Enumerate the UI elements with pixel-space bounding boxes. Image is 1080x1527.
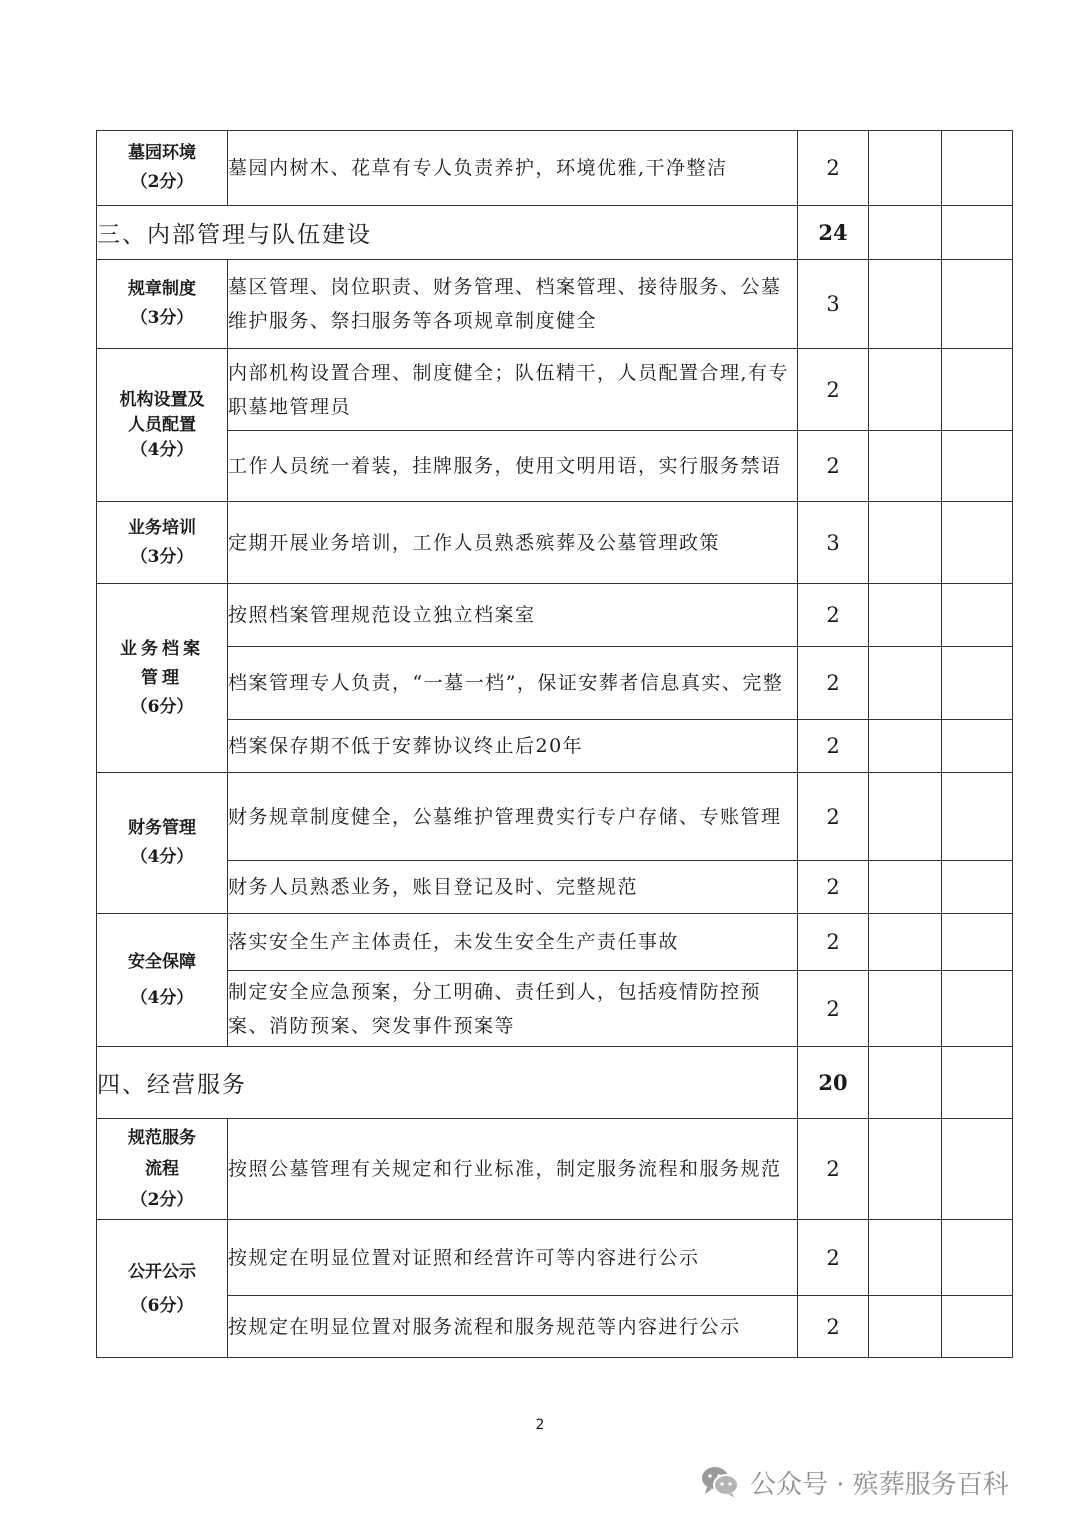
blank-cell <box>869 584 942 647</box>
table-row <box>97 502 1013 584</box>
category-cell: 规范服务 流程 （2分） <box>97 1119 228 1220</box>
score-cell: 2 <box>798 971 869 1047</box>
table-row <box>97 1220 1013 1296</box>
blank-cell <box>942 1296 1013 1358</box>
wechat-icon <box>700 1464 740 1500</box>
blank-cell <box>869 1047 942 1119</box>
blank-cell <box>869 349 942 431</box>
table-row <box>97 584 1013 647</box>
evaluation-table <box>96 130 1013 1358</box>
criterion-cell: 档案管理专人负责，“一墓一档”，保证安葬者信息真实、完整 <box>228 647 798 720</box>
score-cell: 2 <box>798 1220 869 1296</box>
category-cell: 公开公示 （6分） <box>97 1220 228 1358</box>
table-row <box>97 260 1013 349</box>
criterion-cell: 档案保存期不低于安葬协议终止后20年 <box>228 720 798 773</box>
criterion-cell: 按规定在明显位置对证照和经营许可等内容进行公示 <box>228 1220 798 1296</box>
blank-cell <box>942 914 1013 971</box>
blank-cell <box>869 971 942 1047</box>
section-row <box>97 1047 1013 1119</box>
blank-cell <box>942 431 1013 502</box>
blank-cell <box>942 1047 1013 1119</box>
blank-cell <box>942 131 1013 206</box>
criterion-cell: 财务人员熟悉业务，账目登记及时、完整规范 <box>228 861 798 914</box>
criterion-cell: 定期开展业务培训，工作人员熟悉殡葬及公墓管理政策 <box>228 502 798 584</box>
score-cell: 2 <box>798 861 869 914</box>
score-cell: 2 <box>798 720 869 773</box>
blank-cell <box>869 502 942 584</box>
watermark-text: 公众号 · 殡葬服务百科 <box>750 1469 1009 1500</box>
criterion-cell: 制定安全应急预案，分工明确、责任到人，包括疫情防控预案、消防预案、突发事件预案等 <box>228 971 798 1047</box>
criterion-cell: 工作人员统一着装，挂牌服务，使用文明用语，实行服务禁语 <box>228 431 798 502</box>
blank-cell <box>942 502 1013 584</box>
blank-cell <box>942 861 1013 914</box>
blank-cell <box>869 720 942 773</box>
score-cell: 2 <box>798 1119 869 1220</box>
blank-cell <box>942 720 1013 773</box>
blank-cell <box>869 773 942 861</box>
score-cell: 2 <box>798 431 869 502</box>
blank-cell <box>942 1119 1013 1220</box>
table-row <box>97 647 1013 720</box>
blank-cell <box>942 349 1013 431</box>
category-cell: 机构设置及 人员配置 （4分） <box>97 349 228 502</box>
blank-cell <box>869 861 942 914</box>
table-row <box>97 773 1013 861</box>
watermark <box>700 1462 1009 1502</box>
section-score: 20 <box>798 1047 869 1119</box>
blank-cell <box>942 773 1013 861</box>
category-cell: 业务档案 管理 （6分） <box>97 584 228 773</box>
criterion-cell: 按照公墓管理有关规定和行业标准，制定服务流程和服务规范 <box>228 1119 798 1220</box>
criterion-cell: 墓区管理、岗位职责、财务管理、档案管理、接待服务、公墓维护服务、祭扫服务等各项规章制度健全 <box>228 260 798 349</box>
score-cell: 2 <box>798 647 869 720</box>
table-row <box>97 971 1013 1047</box>
blank-cell <box>869 647 942 720</box>
score-cell: 2 <box>798 349 869 431</box>
score-cell: 2 <box>798 584 869 647</box>
table-row <box>97 861 1013 914</box>
section-score: 24 <box>798 206 869 260</box>
blank-cell <box>869 206 942 260</box>
section-row <box>97 206 1013 260</box>
blank-cell <box>869 914 942 971</box>
blank-cell <box>942 260 1013 349</box>
score-cell: 2 <box>798 773 869 861</box>
category-cell: 业务培训 （3分） <box>97 502 228 584</box>
criterion-cell: 按规定在明显位置对服务流程和服务规范等内容进行公示 <box>228 1296 798 1358</box>
blank-cell <box>942 971 1013 1047</box>
criterion-cell: 按照档案管理规范设立独立档案室 <box>228 584 798 647</box>
blank-cell <box>869 1220 942 1296</box>
blank-cell <box>869 131 942 206</box>
criterion-cell: 墓园内树木、花草有专人负责养护，环境优雅,干净整洁 <box>228 131 798 206</box>
category-cell: 墓园环境 （2分） <box>97 131 228 206</box>
section-title: 三、内部管理与队伍建设 <box>97 206 798 260</box>
table-row <box>97 1296 1013 1358</box>
category-cell: 规章制度 （3分） <box>97 260 228 349</box>
table-row <box>97 720 1013 773</box>
table-row <box>97 349 1013 431</box>
blank-cell <box>869 1296 942 1358</box>
score-cell: 3 <box>798 502 869 584</box>
criterion-cell: 财务规章制度健全，公墓维护管理费实行专户存储、专账管理 <box>228 773 798 861</box>
table-row <box>97 914 1013 971</box>
criterion-cell: 落实安全生产主体责任，未发生安全生产责任事故 <box>228 914 798 971</box>
page-number: 2 <box>535 1417 545 1433</box>
blank-cell <box>942 206 1013 260</box>
blank-cell <box>869 431 942 502</box>
blank-cell <box>869 1119 942 1220</box>
blank-cell <box>869 260 942 349</box>
criterion-cell: 内部机构设置合理、制度健全；队伍精干，人员配置合理,有专职墓地管理员 <box>228 349 798 431</box>
table-row <box>97 431 1013 502</box>
table-row <box>97 1119 1013 1220</box>
table-row <box>97 131 1013 206</box>
blank-cell <box>942 647 1013 720</box>
blank-cell <box>942 584 1013 647</box>
score-cell: 2 <box>798 131 869 206</box>
blank-cell <box>942 1220 1013 1296</box>
category-cell: 安全保障 （4分） <box>97 914 228 1047</box>
score-cell: 2 <box>798 1296 869 1358</box>
category-cell: 财务管理 （4分） <box>97 773 228 914</box>
score-cell: 3 <box>798 260 869 349</box>
score-cell: 2 <box>798 914 869 971</box>
section-title: 四、经营服务 <box>97 1047 798 1119</box>
